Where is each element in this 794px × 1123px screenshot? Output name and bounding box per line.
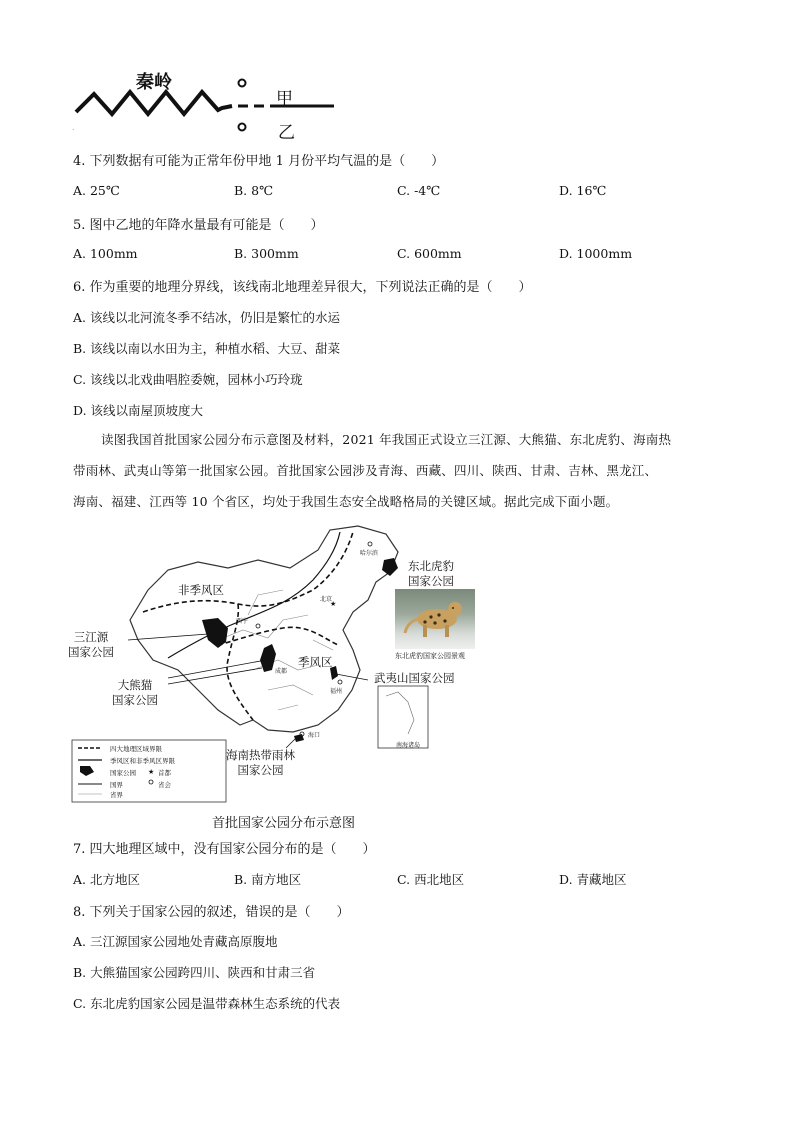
material-paragraph bbox=[73, 424, 733, 517]
question-7-option-d[interactable]: D. 青藏地区 bbox=[559, 872, 627, 887]
legend-row-3b: 首都 bbox=[158, 769, 171, 777]
question-4-option-b[interactable]: B. 8℃ bbox=[234, 183, 274, 198]
inset-label: 南海诸岛 bbox=[396, 742, 421, 749]
point-jia-label: 甲 bbox=[276, 89, 293, 109]
photo-caption: 东北虎豹国家公园景观 bbox=[395, 652, 465, 660]
material-line-2: 带雨林、武夷山等第一批国家公园。首批国家公园涉及青海、西藏、四川、陕西、甘肃、吉林、黑龙江、 bbox=[73, 463, 658, 478]
svg-text:.: . bbox=[72, 123, 75, 132]
question-6-option-a[interactable]: A. 该线以北河流冬季不结冰，仍旧是繁忙的水运 bbox=[73, 310, 340, 325]
legend-row-5: 省界 bbox=[110, 791, 123, 799]
question-7-stem: 7. 四大地理区域中，没有国家公园分布的是（ ） bbox=[73, 842, 376, 857]
city-haikou: 海口 bbox=[308, 732, 321, 739]
question-4-option-d[interactable]: D. 16℃ bbox=[559, 183, 607, 198]
question-8-option-c[interactable]: C. 东北虎豹国家公园是温带森林生态系统的代表 bbox=[73, 996, 341, 1011]
question-8-option-a[interactable]: A. 三江源国家公园地处青藏高原腹地 bbox=[73, 934, 278, 949]
leopard-photo bbox=[395, 589, 475, 649]
label-nonmonsoon: 非季风区 bbox=[178, 583, 224, 597]
question-5-stem: 5. 图中乙地的年降水量最有可能是（ ） bbox=[73, 218, 324, 233]
question-8-option-b[interactable]: B. 大熊猫国家公园跨四川、陕西和甘肃三省 bbox=[73, 965, 316, 980]
map-caption: 首批国家公园分布示意图 bbox=[212, 816, 356, 831]
legend-row-4b: 省会 bbox=[158, 781, 171, 789]
legend-row-1: 四大地理区域界限 bbox=[110, 745, 162, 753]
qinling-mountain-sketch bbox=[72, 68, 342, 140]
question-6-option-c[interactable]: C. 该线以北戏曲唱腔委婉，园林小巧玲珑 bbox=[73, 372, 303, 387]
question-5-option-c[interactable]: C. 600mm bbox=[397, 246, 462, 261]
label-sanjiangyuan: 三江源 国家公园 bbox=[68, 630, 114, 659]
city-xining: 西宁 bbox=[236, 618, 249, 625]
question-6-option-b[interactable]: B. 该线以南以水田为主，种植水稻、大豆、甜菜 bbox=[73, 341, 341, 356]
question-4-stem: 4. 下列数据有可能为正常年份甲地 1 月份平均气温的是（ ） bbox=[73, 154, 445, 169]
question-5-option-a[interactable]: A. 100mm bbox=[73, 246, 138, 261]
question-5-option-b[interactable]: B. 300mm bbox=[234, 246, 299, 261]
qinling-diagram bbox=[72, 68, 342, 143]
question-7-option-a[interactable]: A. 北方地区 bbox=[73, 872, 140, 887]
question-4-option-c[interactable]: C. -4℃ bbox=[397, 183, 441, 198]
city-beijing: 北京 bbox=[320, 596, 333, 603]
question-6-option-d[interactable]: D. 该线以南屋顶坡度大 bbox=[73, 403, 204, 418]
legend-row-4a: 国界 bbox=[110, 781, 123, 789]
legend-row-2: 季风区和非季风区界限 bbox=[110, 757, 175, 765]
question-4-option-a[interactable]: A. 25℃ bbox=[73, 183, 120, 198]
question-5-option-d[interactable]: D. 1000mm bbox=[559, 246, 633, 261]
leopard-image-icon bbox=[395, 589, 475, 649]
material-line-3: 海南、福建、江西等 10 个省区，均处于我国生态安全战略格局的关键区域。据此完成下面小题。 bbox=[73, 494, 619, 509]
park-sanjiangyuan-shape bbox=[202, 618, 228, 648]
city-harbin: 哈尔滨 bbox=[360, 550, 379, 557]
label-monsoon: 季风区 bbox=[298, 655, 333, 669]
label-wuyi: 武夷山国家公园 bbox=[374, 671, 455, 685]
material-line-1: 读图我国首批国家公园分布示意图及材料，2021 年我国正式设立三江源、大熊猫、东北虎豹、海南热 bbox=[101, 432, 672, 447]
label-tiger: 东北虎豹 国家公园 bbox=[408, 559, 454, 588]
svg-text:★: ★ bbox=[148, 768, 155, 776]
point-yi-label: 乙 bbox=[278, 123, 295, 143]
park-panda-shape bbox=[260, 644, 276, 672]
question-6-stem: 6. 作为重要的地理分界线，该线南北地理差异很大，下列说法正确的是（ ） bbox=[73, 280, 532, 295]
qinling-label: 秦岭 bbox=[136, 72, 172, 93]
city-fuzhou: 福州 bbox=[330, 688, 343, 695]
question-7-option-c[interactable]: C. 西北地区 bbox=[397, 872, 465, 887]
city-chengdu: 成都 bbox=[275, 668, 288, 675]
legend-row-3a: 国家公园 bbox=[110, 769, 136, 777]
park-tiger-shape bbox=[382, 558, 398, 576]
question-8-stem: 8. 下列关于国家公园的叙述，错误的是（ ） bbox=[73, 905, 350, 920]
label-hainan: 海南热带雨林 国家公园 bbox=[226, 748, 295, 777]
svg-text:★: ★ bbox=[330, 600, 337, 608]
label-panda: 大熊猫 国家公园 bbox=[112, 678, 158, 707]
national-park-map bbox=[68, 520, 488, 810]
question-7-option-b[interactable]: B. 南方地区 bbox=[234, 872, 302, 887]
